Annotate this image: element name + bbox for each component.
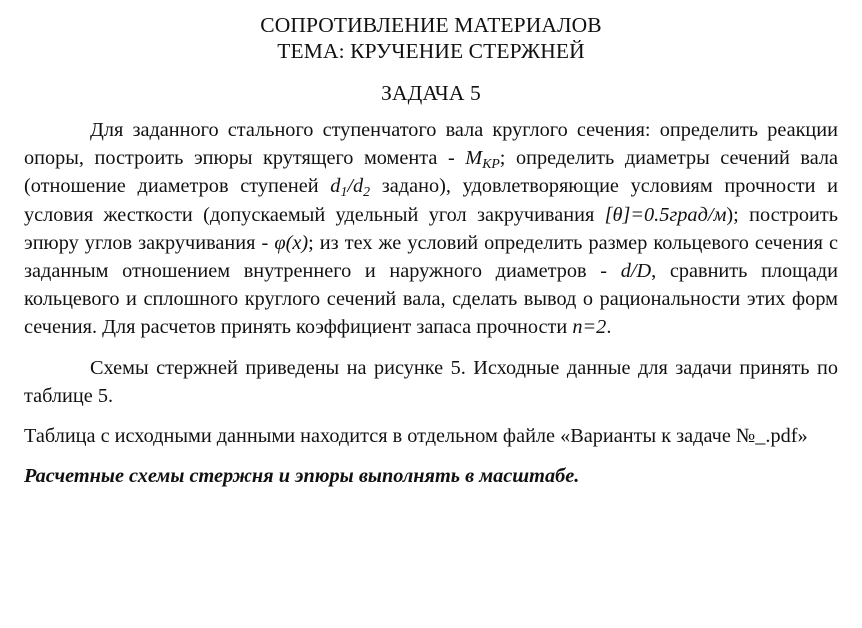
text-run: . [606, 316, 612, 339]
subject-title: СОПРОТИВЛЕНИЕ МАТЕРИАЛОВ [260, 13, 602, 37]
table-file-paragraph: Таблица с исходными данными находится в отдельном файле «Варианты к задаче №_.pdf» [24, 425, 808, 448]
twist-angle-function: φ(x) [274, 231, 309, 254]
torque-symbol: $M_{КР}$ [465, 147, 500, 172]
text-run: ); построить эпюру углов закручивания - [24, 203, 838, 254]
topic-title: ТЕМА: КРУЧЕНИЕ СТЕРЖНЕЙ [277, 39, 585, 63]
allowed-twist-angle: [θ]=0.5град/м [604, 203, 727, 226]
safety-factor: n=2 [572, 316, 607, 339]
task-description-paragraph [24, 116, 838, 342]
schemes-paragraph: Схемы стержней приведены на рисунке 5. Исходные данные для задачи принять по таблице 5. [24, 356, 838, 407]
inner-outer-ratio: d/D [620, 260, 652, 283]
text-run: , сравнить площади кольцевого и сплошного круглого сечений вала, сделать вывод о рациональности этих форм сечения. Для расчетов принять коэффициент запаса прочности [24, 260, 838, 339]
text-run: задано), удовлетворяющие условиям прочности и условия жесткости (допускаемый удельный угол закручивания [24, 175, 839, 226]
scale-note-paragraph: Расчетные схемы стержня и эпюры выполнять в масштабе. [24, 465, 580, 488]
diameter-ratio-symbol: $d_1/d_2$ [330, 175, 371, 200]
task-title: ЗАДАЧА 5 [381, 81, 481, 105]
text-run: Для заданного стального ступенчатого вала круглого сечения: определить реакции опоры, построить эпюры крутящего момента - [24, 119, 838, 170]
text-run: ; из тех же условий определить размер кольцевого сечения с заданным отношением внутреннего и наружного диаметров - [24, 231, 838, 283]
text-run: ; определить диаметры сечений вала (отношение диаметров ступеней [24, 147, 839, 198]
